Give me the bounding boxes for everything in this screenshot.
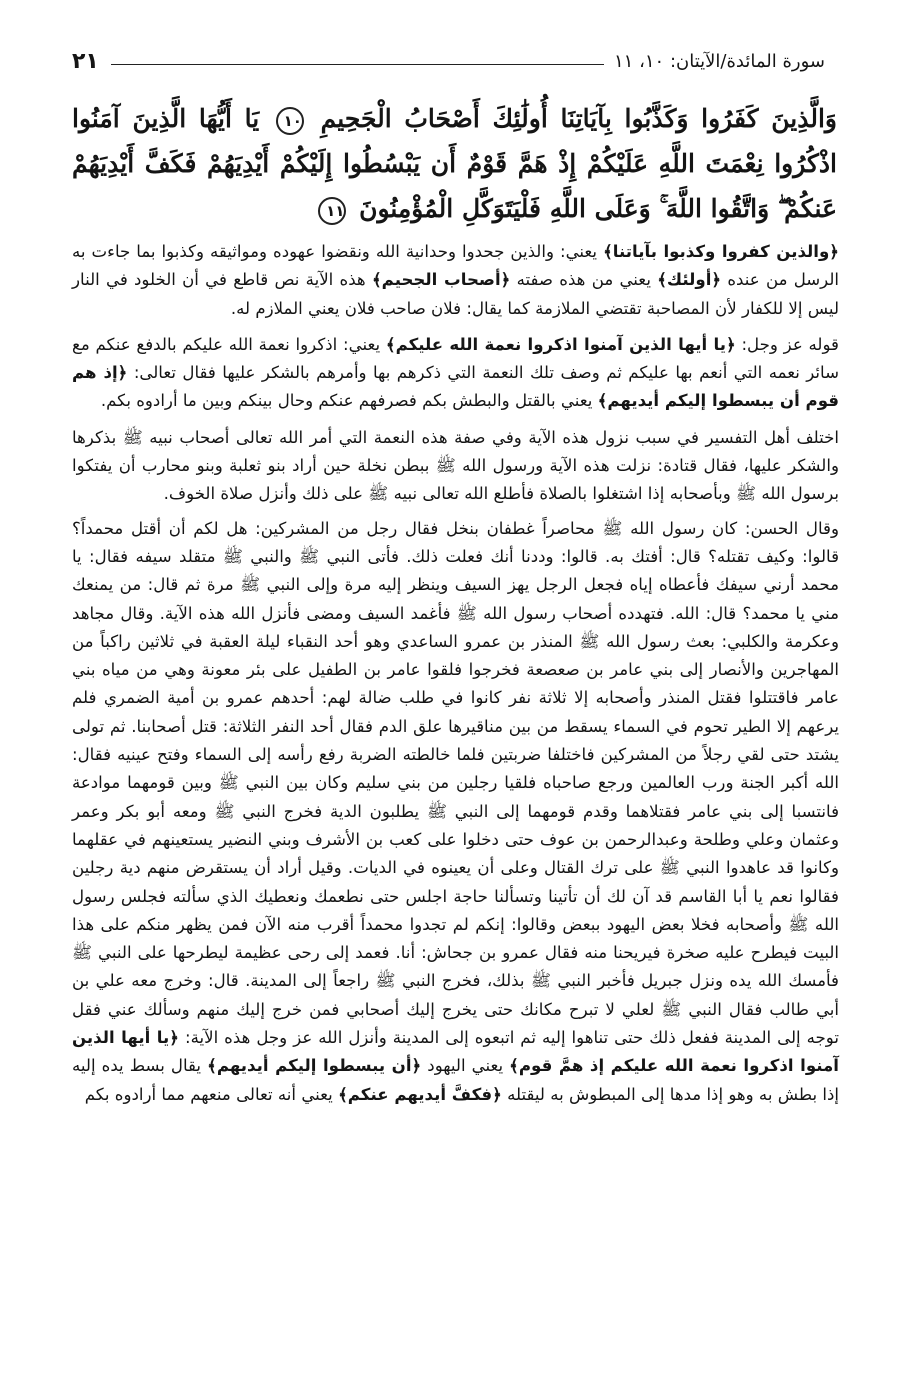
gloss: يعني بالقتل والبطش بكم فصرفهم عنكم وحال بينكم وبين ما أرادوه بكم. — [100, 391, 598, 411]
running-head — [72, 44, 825, 78]
quote: ﴿يا أيها الذين آمنوا اذكروا نعمة الله عليكم﴾ — [385, 334, 736, 354]
page-number: ٢١ — [72, 48, 99, 74]
gloss: قوله عز وجل: — [735, 334, 839, 354]
quran-verses — [72, 96, 837, 231]
ayah-number-10: ١٠ — [276, 107, 304, 135]
verse-11-text: يَا أَيُّهَا الَّذِينَ آمَنُوا اذْكُرُوا نِعْمَتَ اللَّهِ عَلَيْكُمْ إِذْ هَمَّ قَوْمٌ أَن يَبْسُطُوا إِلَيْكُمْ أَيْدِيَهُمْ فَكَفَّ أَيْدِيَهُمْ عَنكُمْ ۖ وَاتَّقُوا اللَّهَ ۚ وَعَلَى اللَّهِ فَلْيَتَوَكَّلِ الْمُؤْمِنُونَ — [72, 104, 837, 223]
header-rule — [111, 64, 604, 65]
ayah-number-11: ١١ — [318, 197, 346, 225]
commentary-text — [72, 238, 839, 1115]
quote: ﴿أن يبسطوا إليكم أيديهم﴾ — [207, 1056, 422, 1076]
gloss: يعني: اذكروا نعمة الله عليكم بالدفع عنكم مع سائر نعمه التي أنعم بها عليكم ثم وصف تلك النعمة التي ذكرهم بها وأمرهم بالشكر عليها فقال تعالى: — [72, 334, 839, 383]
quote: ﴿فكفَّ أيديهم عنكم﴾ — [338, 1084, 502, 1104]
quote: ﴿أصحاب الجحيم﴾ — [371, 270, 511, 290]
gloss: يعني أنه تعالى منعهم مما أرادوه بكم — [84, 1084, 339, 1104]
gloss: هذه الآية نص قاطع في أن الخلود في النار ليس إلا للكفار لأن المصاحبة تقتضي الملازمة كما يقال: فلان صاحب فلان يعني الملازم له. — [72, 270, 839, 318]
commentary-paragraph-2 — [72, 331, 839, 416]
quote: ﴿إذ هم قوم أن يبسطوا إليكم أيديهم﴾ — [72, 363, 839, 411]
commentary-paragraph-4 — [72, 515, 839, 1109]
quote: ﴿يا أيها الذين آمنوا اذكروا نعمة الله عليكم إذ همَّ قوم﴾ — [72, 1028, 839, 1076]
gloss: يعني اليهود — [421, 1056, 510, 1076]
gloss: يقال بسط يده إليه إذا بطش به وهو إذا مدها إلى المبطوش به ليقتله — [72, 1056, 839, 1104]
quote: ﴿أولئك﴾ — [657, 270, 722, 290]
verse-10-text: وَالَّذِينَ كَفَرُوا وَكَذَّبُوا بِآيَاتِنَا أُولَٰئِكَ أَصْحَابُ الْجَحِيمِ — [320, 104, 837, 133]
gloss: يعني من هذه صفته — [510, 270, 658, 290]
surah-title: سورة المائدة/الآيتان: ١٠، ١١ — [614, 50, 825, 72]
commentary-paragraph-1 — [72, 238, 839, 323]
gloss: يعني: والذين جحدوا وحدانية الله ونقضوا عهوده ومواثيقه وكذبوا بما جاءت به الرسل من عنده — [72, 242, 840, 290]
quote: ﴿والذين كفروا وكذبوا بآياتنا﴾ — [603, 242, 839, 261]
gloss: وقال الحسن: كان رسول الله ﷺ محاصراً غطفان بنخل فقال رجل من المشركين: هل لكم أن أقتل محمداً؟ قالوا: وكيف تقتله؟ قال: أفتك به. قالوا: وددنا أنك فعلت ذلك. فأتى النبي ﷺ والنبي ﷺ متقلد سيفه فقال: يا محمد أرني سيفك فأعطاه إياه فجعل الرجل يهز السيف وينظر إليه مرة وإلى النبي ﷺ مرة ثم قال: من يمنعك مني يا محمد؟ قال: الله. فتهدده أصحاب رسول الله ﷺ فأغمد السيف ومضى فأنزل الله هذه الآية. وقال مجاهد وعكرمة والكلبي: بعث رسول الله ﷺ المنذر بن عمرو الساعدي وهو أحد النقباء ليلة العقبة في ثلاثين راكباً من المهاجرين والأنصار إلى بني عامر بن صعصعة فخرجوا فلقوا عامر بن الطفيل على بئر معونة وهي من مياه بني عامر فاقتتلوا فقتل المنذر وأصحابه إلا ثلاثة نفر كانوا في طلب ضالة لهم: أحدهم عمرو بن أمية الضمري فلم يرعهم إلا الطير تحوم في السماء يسقط من بين مناقيرها علق الدم فقال أحد النفر الثلاثة: قتل أصحابنا. ثم تولى يشتد حتى لقي رجلاً من المشركين فاختلفا ضربتين فلما خالطته الضربة رفع رأسه إلى السماء وفتح عينيه فقال: الله أكبر الجنة ورب العالمين ورجع صاحباه فلقيا رجلين من بني سليم وكان بين النبي ﷺ وبين قومهما موادعة فانتسبا إلى بني عامر فقتلاهما وقدم قومهما إلى النبي ﷺ يطلبون الدية فخرج النبي ﷺ ومعه أبو بكر وعمر وعثمان وعلي وطلحة وعبدالرحمن بن عوف حتى دخلوا على كعب بن الأشرف وبني النضير يستعينهم في عقلهما وكانوا قد عاهدوا النبي ﷺ على ترك القتال وعلى أن يعينوه في الديات. وقيل أراد أن يستقرض منهم دية رجلين فقالوا نعم يا أبا القاسم قد آن لك أن تأتينا وتسألنا حاجة اجلس حتى نطعمك ونعطيك الذي سألته فجلس رسول الله ﷺ وأصحابه فخلا بعض اليهود ببعض وقالوا: إنكم لم تجدوا محمداً أقرب منه الآن فمن يظهر منكم على هذا البيت فيطرح عليه صخرة فيريحنا منه فقال عمرو بن جحاش: أنا. فعمد إلى رحى عظيمة ليطرحها على النبي ﷺ فأمسك الله يده ونزل جبريل فأخبر النبي ﷺ بذلك، فخرج النبي ﷺ راجعاً إلى المدينة. قال: وخرج معه علي بن أبي طالب فقال النبي ﷺ لعلي لا تبرح مكانك حتى يخرج إليك أصحابي فمن خرج إليك منهم وسألك عني فقل توجه إلى المدينة ففعل ذلك حتى تناهوا إليه ثم اتبعوه إلى المدينة وأنزل الله عز وجل هذه الآية: — [72, 518, 839, 1048]
commentary-paragraph-3: اختلف أهل التفسير في سبب نزول هذه الآية وفي صفة هذه النعمة التي أمر الله تعالى أصحاب نبيه ﷺ بذكرها والشكر عليها، فقال قتادة: نزلت هذه الآية ورسول الله ﷺ ببطن نخلة حين أراد بنو ثعلبة وبنو محارب أن يفتكوا برسول الله ﷺ وبأصحابه إذا اشتغلوا بالصلاة فأطلع الله تعالى نبيه ﷺ على ذلك وأنزل صلاة الخوف. — [72, 427, 839, 504]
